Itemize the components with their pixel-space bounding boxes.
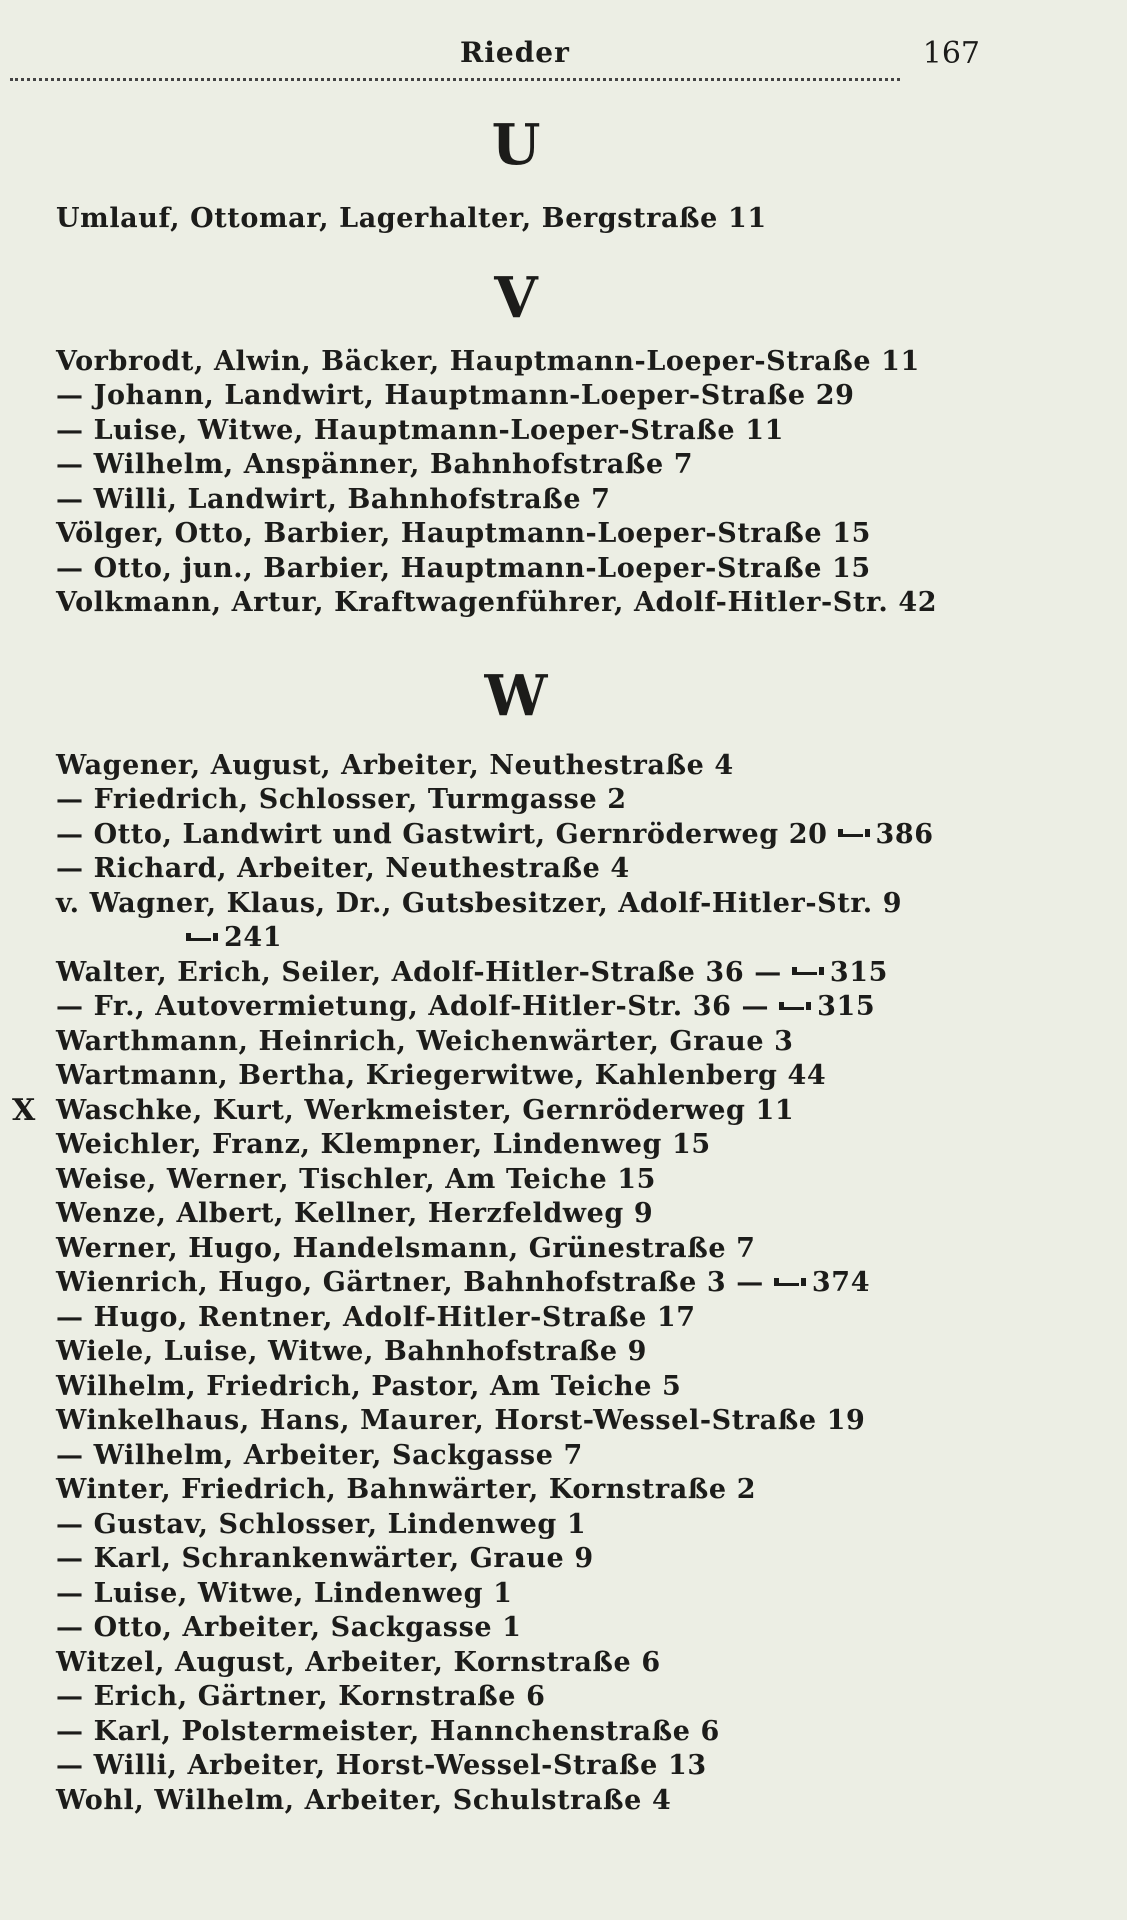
entry-text: — Hugo, Rentner, Adolf-Hitler-Straße 17 — [56, 1301, 696, 1333]
header-rule — [10, 78, 900, 81]
entry-text: Wohl, Wilhelm, Arbeiter, Schulstraße 4 — [56, 1784, 672, 1816]
section-v — [56, 263, 956, 621]
directory-entry — [56, 1439, 956, 1474]
section-letter: U — [491, 112, 541, 178]
directory-entry — [56, 783, 956, 818]
telephone-icon — [792, 967, 820, 979]
directory-entry — [56, 1646, 956, 1681]
directory-entry — [56, 1059, 956, 1094]
entry-text: Weichler, Franz, Klempner, Lindenweg 15 — [56, 1129, 711, 1160]
directory-entry — [56, 1473, 956, 1508]
entry-text: — Karl, Polstermeister, Hannchenstraße 6 — [56, 1715, 720, 1747]
entry-text: — Otto, Arbeiter, Sackgasse 1 — [56, 1612, 522, 1643]
entry-text: Umlauf, Ottomar, Lagerhalter, Bergstraße 11 — [56, 203, 767, 234]
section-letter: W — [484, 662, 548, 729]
entry-text: — Karl, Schrankenwärter, Graue 9 — [56, 1543, 594, 1574]
directory-entry — [56, 1370, 956, 1405]
entry-text: — Willi, Landwirt, Bahnhofstraße 7 — [56, 483, 611, 515]
directory-entry — [56, 1577, 956, 1612]
entry-text: Wagener, August, Arbeiter, Neuthestraße 4 — [56, 749, 734, 781]
section-letter: V — [494, 264, 538, 331]
phone-number: 315 — [817, 991, 876, 1022]
directory-entry — [56, 202, 956, 237]
running-head: Rieder — [460, 36, 570, 69]
directory-entry — [56, 1611, 956, 1646]
directory-content — [12, 110, 956, 1818]
directory-entry — [56, 1128, 956, 1163]
entry-text: Winkelhaus, Hans, Maurer, Horst-Wessel-Straße 19 — [56, 1405, 866, 1436]
directory-entry — [56, 1266, 956, 1301]
entry-text: — Luise, Witwe, Hauptmann-Loeper-Straße 11 — [56, 414, 784, 446]
entry-text: v. Wagner, Klaus, Dr., Gutsbesitzer, Adolf-Hitler-Str. 9 — [56, 887, 903, 919]
page-header — [10, 30, 980, 86]
entry-text: — Luise, Witwe, Lindenweg 1 — [56, 1577, 513, 1609]
entry-text: Völger, Otto, Barbier, Hauptmann-Loeper-Straße 15 — [56, 518, 871, 549]
entry-text: — Wilhelm, Arbeiter, Sackgasse 7 — [56, 1439, 583, 1471]
entry-text: Walter, Erich, Seiler, Adolf-Hitler-Straße 36 — — [56, 956, 782, 988]
directory-entry — [56, 1749, 956, 1784]
entry-text: — Otto, Landwirt und Gastwirt, Gernröderweg 20 — [56, 818, 828, 850]
directory-entry — [56, 1508, 956, 1543]
entry-text: — Otto, jun., Barbier, Hauptmann-Loeper-Straße 15 — [56, 552, 871, 584]
directory-entry — [56, 1025, 956, 1060]
entry-text: Waschke, Kurt, Werkmeister, Gernröderweg 11 — [56, 1094, 795, 1126]
directory-entry — [56, 1301, 956, 1336]
entry-text: Wenze, Albert, Kellner, Herzfeldweg 9 — [56, 1198, 654, 1229]
entry-text: Werner, Hugo, Handelsmann, Grünestraße 7 — [56, 1232, 756, 1264]
entry-text: — Gustav, Schlosser, Lindenweg 1 — [56, 1508, 587, 1540]
entry-text: Wilhelm, Friedrich, Pastor, Am Teiche 5 — [56, 1370, 682, 1402]
telephone-icon — [186, 933, 214, 945]
directory-entry — [56, 483, 956, 518]
entry-text: — Richard, Arbeiter, Neuthestraße 4 — [56, 853, 630, 884]
directory-entry — [56, 956, 956, 991]
directory-entry — [56, 1197, 956, 1232]
margin-mark: X — [12, 1092, 36, 1128]
directory-entry — [56, 887, 956, 922]
directory-entry — [56, 1680, 956, 1715]
directory-entry — [56, 448, 956, 483]
entry-text: Wiele, Luise, Witwe, Bahnhofstraße 9 — [56, 1336, 648, 1367]
telephone-icon — [838, 829, 866, 841]
entry-text: Winter, Friedrich, Bahnwärter, Kornstraße 2 — [56, 1474, 757, 1505]
directory-entry — [56, 921, 956, 956]
page-number: 167 — [922, 36, 980, 71]
entry-text: — Willi, Arbeiter, Horst-Wessel-Straße 13 — [56, 1750, 707, 1781]
phone-number: 315 — [829, 956, 888, 988]
directory-entry — [56, 345, 956, 380]
directory-entry — [12, 1092, 956, 1129]
directory-entry — [56, 1715, 956, 1750]
entry-text: — Erich, Gärtner, Kornstraße 6 — [56, 1681, 546, 1712]
directory-entry — [56, 1232, 956, 1267]
telephone-icon — [774, 1278, 802, 1290]
entry-text: — Fr., Autovermietung, Adolf-Hitler-Str. 36 — — [56, 991, 770, 1022]
entry-text: — Johann, Landwirt, Hauptmann-Loeper-Straße 29 — [56, 380, 855, 411]
entry-text: — Wilhelm, Anspänner, Bahnhofstraße 7 — [56, 449, 694, 480]
directory-entry — [56, 818, 956, 853]
entry-text: Vorbrodt, Alwin, Bäcker, Hauptmann-Loeper-Straße 11 — [56, 345, 920, 377]
directory-entry — [56, 1163, 956, 1198]
section-u — [56, 110, 956, 237]
telephone-icon — [779, 1002, 807, 1014]
entry-text: Witzel, August, Arbeiter, Kornstraße 6 — [56, 1646, 661, 1678]
entry-text: Wartmann, Bertha, Kriegerwitwe, Kahlenberg 44 — [56, 1060, 827, 1091]
directory-entry — [56, 749, 956, 784]
entry-text: Wienrich, Hugo, Gärtner, Bahnhofstraße 3 — — [56, 1267, 764, 1298]
directory-entry — [56, 852, 956, 887]
directory-entry — [56, 1404, 956, 1439]
directory-entry — [56, 1335, 956, 1370]
directory-entry — [56, 379, 956, 414]
directory-entry — [56, 990, 956, 1025]
phone-number: 374 — [811, 1267, 871, 1298]
entry-text: Weise, Werner, Tischler, Am Teiche 15 — [56, 1163, 657, 1195]
directory-entry — [56, 517, 956, 552]
directory-entry — [56, 552, 956, 587]
phone-number: 241 — [224, 922, 283, 953]
directory-entry — [56, 1784, 956, 1819]
phone-number: 386 — [875, 818, 934, 850]
directory-entry — [56, 586, 956, 621]
entry-text: Warthmann, Heinrich, Weichenwärter, Graue 3 — [56, 1025, 794, 1057]
section-w — [12, 661, 956, 1819]
entry-text: — Friedrich, Schlosser, Turmgasse 2 — [56, 784, 627, 815]
directory-entry — [56, 1542, 956, 1577]
entry-text: Volkmann, Artur, Kraftwagenführer, Adolf-Hitler-Str. 42 — [56, 587, 938, 618]
directory-entry — [56, 414, 956, 449]
